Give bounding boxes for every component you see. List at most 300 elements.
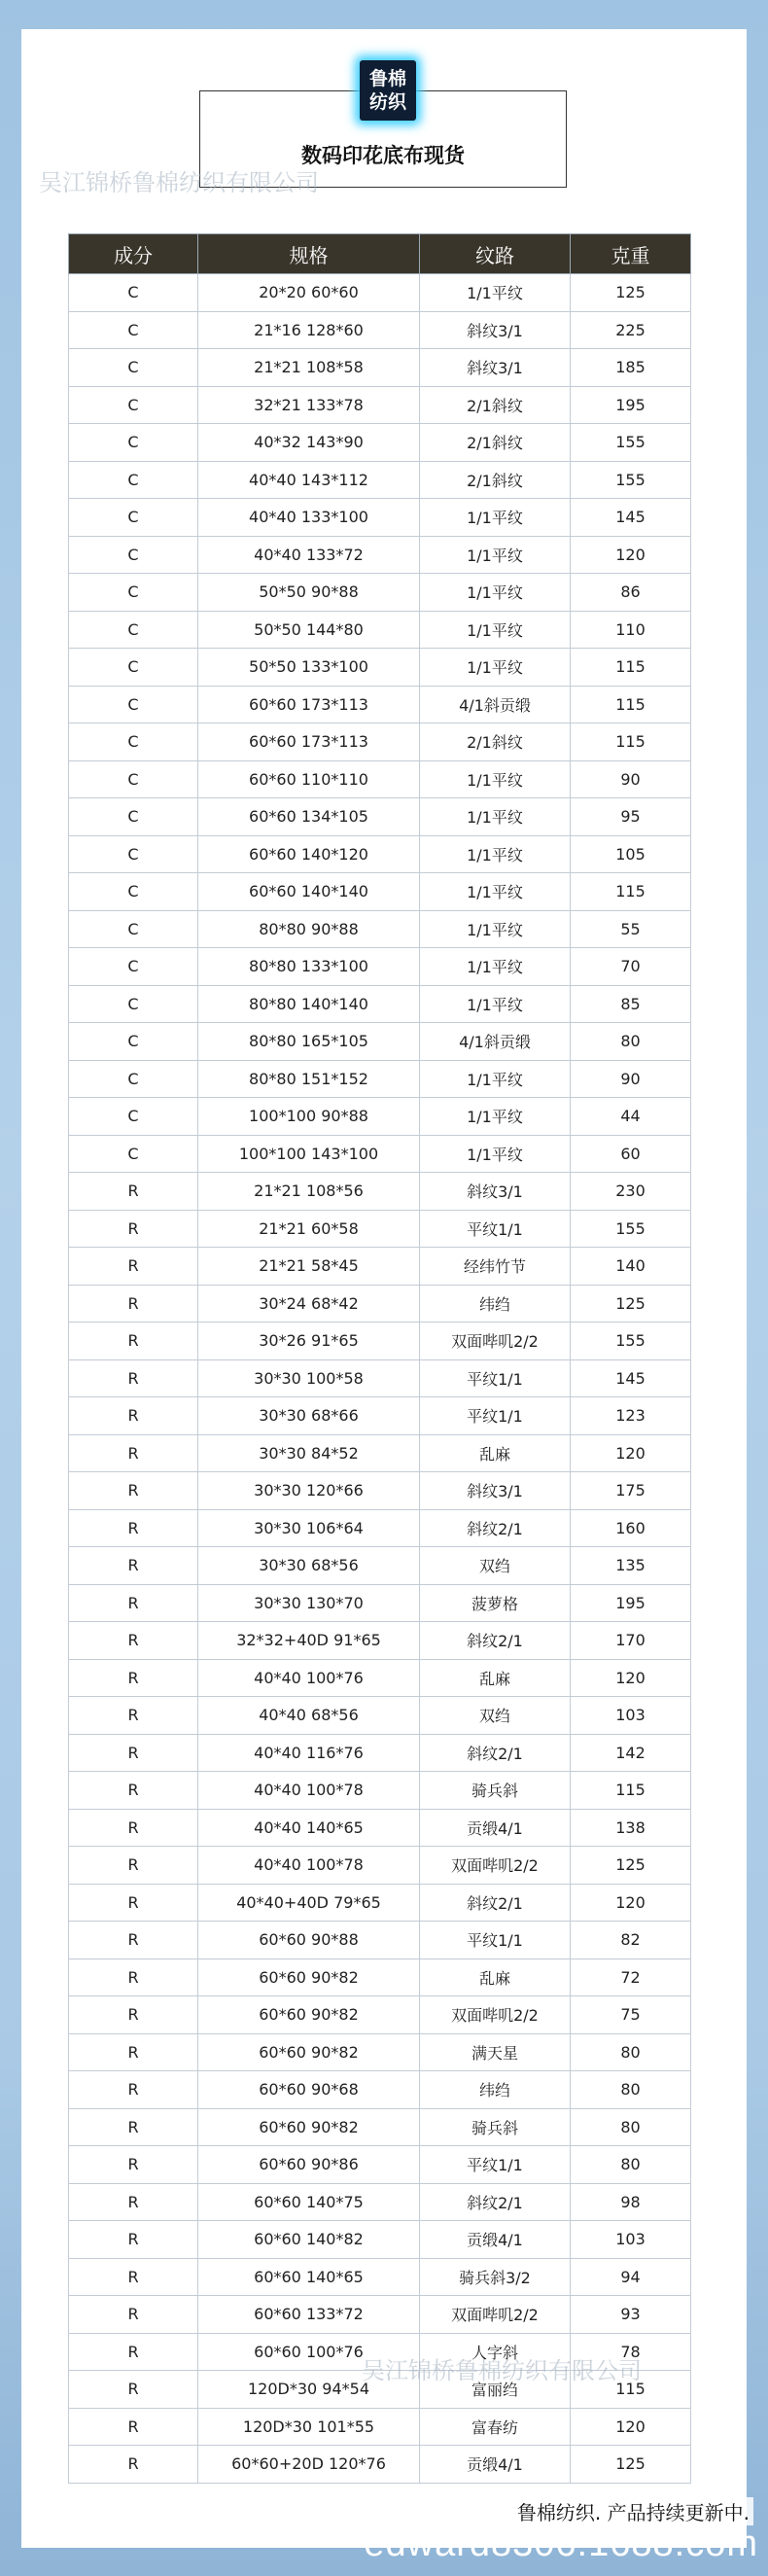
cell-weave: 1/1平纹: [420, 1060, 571, 1098]
cell-weight: 175: [571, 1472, 691, 1510]
table-row: [69, 1884, 691, 1922]
cell-weave: 纬绉: [420, 1285, 571, 1323]
cell-weave: 富春纺: [420, 2408, 571, 2446]
cell-weight: 125: [571, 1847, 691, 1885]
cell-composition: C: [69, 349, 198, 387]
cell-composition: C: [69, 1023, 198, 1061]
cell-weight: 225: [571, 311, 691, 349]
cell-weight: 72: [571, 1958, 691, 1996]
cell-weight: 44: [571, 1098, 691, 1136]
cell-spec: 80*80 165*105: [198, 1023, 420, 1061]
table-row: [69, 274, 691, 312]
cell-composition: R: [69, 1958, 198, 1996]
table-row: [69, 873, 691, 911]
cell-spec: 32*21 133*78: [198, 386, 420, 424]
cell-weight: 85: [571, 985, 691, 1023]
cell-composition: C: [69, 311, 198, 349]
cell-composition: R: [69, 2071, 198, 2109]
cell-weave: 双面哔叽2/2: [420, 1323, 571, 1360]
cell-weight: 195: [571, 386, 691, 424]
cell-weave: 4/1斜贡缎: [420, 686, 571, 723]
cell-spec: 60*60 140*120: [198, 835, 420, 873]
cell-composition: C: [69, 611, 198, 649]
cell-weight: 115: [571, 1772, 691, 1810]
cell-composition: R: [69, 1547, 198, 1585]
table-row: [69, 386, 691, 424]
cell-weave: 斜纹2/1: [420, 1884, 571, 1922]
cell-weight: 160: [571, 1509, 691, 1547]
cell-composition: C: [69, 835, 198, 873]
page-title: 数码印花底布现货: [301, 144, 465, 167]
cell-weave: 1/1平纹: [420, 760, 571, 798]
cell-composition: C: [69, 723, 198, 761]
footer-url: edward8306.1688.com: [364, 2523, 758, 2564]
cell-weave: 1/1平纹: [420, 649, 571, 687]
table-row: [69, 1023, 691, 1061]
cell-spec: 40*40 100*78: [198, 1772, 420, 1810]
cell-weight: 125: [571, 1285, 691, 1323]
cell-weight: 195: [571, 1584, 691, 1622]
cell-weave: 双面哔叽2/2: [420, 1996, 571, 2034]
cell-spec: 100*100 143*100: [198, 1135, 420, 1173]
table-row: [69, 2146, 691, 2184]
cell-composition: R: [69, 1996, 198, 2034]
cell-weight: 115: [571, 686, 691, 723]
table-row: [69, 461, 691, 499]
cell-composition: C: [69, 536, 198, 574]
cell-spec: 60*60 140*140: [198, 873, 420, 911]
cell-composition: R: [69, 1584, 198, 1622]
cell-weight: 105: [571, 835, 691, 873]
cell-composition: R: [69, 1734, 198, 1772]
table-row: [69, 2033, 691, 2071]
cell-spec: 21*21 108*58: [198, 349, 420, 387]
cell-composition: R: [69, 1509, 198, 1547]
table-row: [69, 2071, 691, 2109]
cell-weave: 贡缎4/1: [420, 2446, 571, 2484]
cell-weight: 155: [571, 1323, 691, 1360]
cell-weight: 155: [571, 424, 691, 462]
cell-weave: 1/1平纹: [420, 536, 571, 574]
cell-composition: R: [69, 2183, 198, 2221]
cell-spec: 60*60 110*110: [198, 760, 420, 798]
table-row: [69, 536, 691, 574]
footer-note: 鲁棉纺织. 产品持续更新中.: [513, 2497, 753, 2525]
cell-spec: 60*60 90*82: [198, 1958, 420, 1996]
cell-spec: 60*60 100*76: [198, 2333, 420, 2371]
watermark-bottom: 吴江锦桥鲁棉纺织有限公司: [362, 2357, 642, 2384]
cell-weight: 170: [571, 1622, 691, 1660]
cell-spec: 60*60 140*75: [198, 2183, 420, 2221]
table-row: [69, 1397, 691, 1435]
cell-spec: 40*40 116*76: [198, 1734, 420, 1772]
cell-weave: 4/1斜贡缎: [420, 1023, 571, 1061]
cell-composition: R: [69, 2258, 198, 2296]
cell-weave: 贡缎4/1: [420, 1809, 571, 1847]
cell-spec: 80*80 140*140: [198, 985, 420, 1023]
header-weave: 纹路: [420, 234, 571, 274]
table-row: [69, 686, 691, 723]
cell-weave: 1/1平纹: [420, 611, 571, 649]
cell-weight: 78: [571, 2333, 691, 2371]
cell-weave: 乱麻: [420, 1434, 571, 1472]
table-row: [69, 1359, 691, 1397]
table-row: [69, 349, 691, 387]
table-row: [69, 1060, 691, 1098]
cell-weight: 140: [571, 1248, 691, 1286]
cell-spec: 40*40 100*78: [198, 1847, 420, 1885]
table-row: [69, 1847, 691, 1885]
cell-weight: 95: [571, 798, 691, 836]
cell-weave: 1/1平纹: [420, 985, 571, 1023]
cell-composition: C: [69, 686, 198, 723]
table-row: [69, 1584, 691, 1622]
cell-weight: 55: [571, 910, 691, 948]
cell-weight: 230: [571, 1173, 691, 1211]
cell-weave: 斜纹3/1: [420, 349, 571, 387]
cell-weave: 贡缎4/1: [420, 2221, 571, 2259]
cell-spec: 60*60+20D 120*76: [198, 2446, 420, 2484]
table-body: [69, 274, 691, 2484]
cell-weave: 1/1平纹: [420, 798, 571, 836]
cell-weave: 1/1平纹: [420, 574, 571, 612]
cell-weave: 骑兵斜3/2: [420, 2258, 571, 2296]
cell-spec: 30*30 68*66: [198, 1397, 420, 1435]
cell-spec: 120D*30 94*54: [198, 2371, 420, 2409]
cell-composition: C: [69, 386, 198, 424]
cell-spec: 80*80 90*88: [198, 910, 420, 948]
table-header-row: [69, 234, 691, 274]
watermark-top: 吴江锦桥鲁棉纺织有限公司: [39, 169, 319, 196]
cell-spec: 60*60 140*82: [198, 2221, 420, 2259]
cell-composition: C: [69, 910, 198, 948]
cell-weave: 斜纹3/1: [420, 1472, 571, 1510]
cell-weight: 120: [571, 1659, 691, 1697]
table-row: [69, 611, 691, 649]
cell-spec: 40*32 143*90: [198, 424, 420, 462]
cell-composition: R: [69, 1659, 198, 1697]
table-row: [69, 1323, 691, 1360]
cell-weight: 115: [571, 723, 691, 761]
cell-composition: R: [69, 1323, 198, 1360]
table-row: [69, 1210, 691, 1248]
cell-composition: R: [69, 1434, 198, 1472]
cell-weave: 乱麻: [420, 1958, 571, 1996]
cell-weight: 145: [571, 499, 691, 537]
cell-weave: 1/1平纹: [420, 1135, 571, 1173]
cell-composition: C: [69, 274, 198, 312]
cell-weave: 平纹1/1: [420, 1397, 571, 1435]
cell-spec: 50*50 144*80: [198, 611, 420, 649]
cell-weave: 斜纹3/1: [420, 311, 571, 349]
table-row: [69, 1547, 691, 1585]
cell-weight: 142: [571, 1734, 691, 1772]
table-row: [69, 1697, 691, 1735]
table-row: [69, 1958, 691, 1996]
cell-composition: R: [69, 2146, 198, 2184]
cell-weight: 103: [571, 2221, 691, 2259]
cell-composition: C: [69, 985, 198, 1023]
cell-composition: R: [69, 2371, 198, 2409]
cell-weave: 1/1平纹: [420, 499, 571, 537]
cell-composition: C: [69, 649, 198, 687]
cell-spec: 40*40 100*76: [198, 1659, 420, 1697]
cell-composition: C: [69, 574, 198, 612]
cell-weight: 115: [571, 873, 691, 911]
cell-weave: 双绉: [420, 1547, 571, 1585]
cell-weight: 103: [571, 1697, 691, 1735]
cell-spec: 40*40 133*72: [198, 536, 420, 574]
cell-spec: 120D*30 101*55: [198, 2408, 420, 2446]
cell-composition: C: [69, 1098, 198, 1136]
cell-weight: 86: [571, 574, 691, 612]
logo-line2: 纺织: [368, 91, 406, 113]
cell-spec: 60*60 134*105: [198, 798, 420, 836]
cell-weight: 94: [571, 2258, 691, 2296]
cell-weight: 135: [571, 1547, 691, 1585]
cell-weight: 125: [571, 274, 691, 312]
table-row: [69, 311, 691, 349]
cell-spec: 30*30 84*52: [198, 1434, 420, 1472]
table-row: [69, 424, 691, 462]
cell-weave: 满天星: [420, 2033, 571, 2071]
table-row: [69, 1248, 691, 1286]
cell-composition: C: [69, 1135, 198, 1173]
cell-weight: 60: [571, 1135, 691, 1173]
cell-weight: 80: [571, 2033, 691, 2071]
cell-composition: R: [69, 2221, 198, 2259]
table-row: [69, 1135, 691, 1173]
cell-weight: 155: [571, 461, 691, 499]
cell-weight: 115: [571, 2371, 691, 2409]
cell-composition: C: [69, 798, 198, 836]
cell-spec: 21*21 60*58: [198, 1210, 420, 1248]
table-row: [69, 1434, 691, 1472]
cell-weight: 125: [571, 2446, 691, 2484]
cell-weave: 1/1平纹: [420, 873, 571, 911]
cell-weave: 1/1平纹: [420, 948, 571, 986]
cell-weave: 双面哔叽2/2: [420, 2296, 571, 2334]
cell-composition: R: [69, 2333, 198, 2371]
cell-composition: R: [69, 1622, 198, 1660]
cell-composition: R: [69, 1697, 198, 1735]
cell-composition: R: [69, 2296, 198, 2334]
cell-composition: C: [69, 760, 198, 798]
table-row: [69, 649, 691, 687]
cell-spec: 60*60 140*65: [198, 2258, 420, 2296]
table-row: [69, 1734, 691, 1772]
cell-weave: 平纹1/1: [420, 1210, 571, 1248]
table-row: [69, 2108, 691, 2146]
cell-spec: 21*21 108*56: [198, 1173, 420, 1211]
cell-composition: R: [69, 2408, 198, 2446]
header-composition: 成分: [69, 234, 198, 274]
cell-composition: R: [69, 2108, 198, 2146]
cell-weave: 人字斜: [420, 2333, 571, 2371]
cell-weave: 平纹1/1: [420, 1359, 571, 1397]
cell-weight: 75: [571, 1996, 691, 2034]
cell-weave: 经纬竹节: [420, 1248, 571, 1286]
cell-spec: 30*24 68*42: [198, 1285, 420, 1323]
cell-spec: 32*32+40D 91*65: [198, 1622, 420, 1660]
cell-weight: 80: [571, 2071, 691, 2109]
cell-composition: R: [69, 1922, 198, 1959]
cell-weave: 1/1平纹: [420, 1098, 571, 1136]
cell-weight: 80: [571, 1023, 691, 1061]
cell-composition: R: [69, 1248, 198, 1286]
cell-weave: 菠萝格: [420, 1584, 571, 1622]
table-row: [69, 2183, 691, 2221]
cell-weave: 平纹1/1: [420, 1922, 571, 1959]
cell-spec: 50*50 133*100: [198, 649, 420, 687]
table-row: [69, 985, 691, 1023]
cell-weave: 1/1平纹: [420, 910, 571, 948]
table-row: [69, 2446, 691, 2484]
cell-weave: 斜纹2/1: [420, 2183, 571, 2221]
cell-weave: 1/1平纹: [420, 274, 571, 312]
cell-composition: R: [69, 2033, 198, 2071]
cell-weave: 1/1平纹: [420, 835, 571, 873]
table-row: [69, 1173, 691, 1211]
cell-weave: 2/1斜纹: [420, 386, 571, 424]
cell-spec: 60*60 90*82: [198, 2108, 420, 2146]
cell-spec: 60*60 90*82: [198, 1996, 420, 2034]
cell-weight: 185: [571, 349, 691, 387]
table-row: [69, 2296, 691, 2334]
cell-spec: 60*60 133*72: [198, 2296, 420, 2334]
cell-weight: 80: [571, 2146, 691, 2184]
cell-spec: 60*60 173*113: [198, 686, 420, 723]
cell-spec: 50*50 90*88: [198, 574, 420, 612]
cell-composition: R: [69, 1173, 198, 1211]
table-row: [69, 2408, 691, 2446]
cell-weight: 120: [571, 1434, 691, 1472]
brand-logo: [360, 60, 416, 121]
cell-spec: 60*60 90*68: [198, 2071, 420, 2109]
cell-spec: 40*40 140*65: [198, 1809, 420, 1847]
cell-weight: 110: [571, 611, 691, 649]
cell-spec: 30*30 68*56: [198, 1547, 420, 1585]
cell-composition: R: [69, 1397, 198, 1435]
cell-spec: 21*16 128*60: [198, 311, 420, 349]
cell-weight: 90: [571, 1060, 691, 1098]
cell-spec: 30*30 120*66: [198, 1472, 420, 1510]
table-row: [69, 910, 691, 948]
cell-spec: 100*100 90*88: [198, 1098, 420, 1136]
cell-weight: 120: [571, 536, 691, 574]
cell-composition: C: [69, 499, 198, 537]
cell-weight: 120: [571, 2408, 691, 2446]
cell-spec: 30*30 130*70: [198, 1584, 420, 1622]
cell-spec: 60*60 90*88: [198, 1922, 420, 1959]
cell-weight: 90: [571, 760, 691, 798]
cell-weight: 98: [571, 2183, 691, 2221]
cell-weight: 93: [571, 2296, 691, 2334]
table-row: [69, 1659, 691, 1697]
cell-weave: 斜纹2/1: [420, 1622, 571, 1660]
cell-weave: 骑兵斜: [420, 1772, 571, 1810]
table-row: [69, 2221, 691, 2259]
table-row: [69, 2258, 691, 2296]
table-row: [69, 948, 691, 986]
cell-spec: 30*26 91*65: [198, 1323, 420, 1360]
cell-weave: 乱麻: [420, 1659, 571, 1697]
cell-spec: 40*40+40D 79*65: [198, 1884, 420, 1922]
cell-spec: 40*40 143*112: [198, 461, 420, 499]
table-row: [69, 574, 691, 612]
table-row: [69, 1622, 691, 1660]
cell-spec: 80*80 151*152: [198, 1060, 420, 1098]
cell-weight: 123: [571, 1397, 691, 1435]
table-row: [69, 1809, 691, 1847]
cell-spec: 60*60 90*82: [198, 2033, 420, 2071]
cell-weight: 155: [571, 1210, 691, 1248]
cell-weight: 145: [571, 1359, 691, 1397]
cell-weight: 138: [571, 1809, 691, 1847]
cell-composition: R: [69, 1359, 198, 1397]
table-row: [69, 835, 691, 873]
cell-weave: 2/1斜纹: [420, 723, 571, 761]
cell-spec: 40*40 133*100: [198, 499, 420, 537]
logo-line1: 鲁棉: [368, 68, 406, 89]
table-row: [69, 1509, 691, 1547]
cell-weave: 双面哔叽2/2: [420, 1847, 571, 1885]
cell-weave: 2/1斜纹: [420, 461, 571, 499]
cell-composition: R: [69, 2446, 198, 2484]
cell-weave: 2/1斜纹: [420, 424, 571, 462]
table-row: [69, 760, 691, 798]
cell-composition: R: [69, 1210, 198, 1248]
cell-weight: 82: [571, 1922, 691, 1959]
table-row: [69, 499, 691, 537]
table-row: [69, 1472, 691, 1510]
cell-composition: R: [69, 1472, 198, 1510]
table-row: [69, 1772, 691, 1810]
cell-spec: 30*30 106*64: [198, 1509, 420, 1547]
spec-table: [68, 233, 691, 2484]
cell-spec: 20*20 60*60: [198, 274, 420, 312]
cell-spec: 60*60 90*86: [198, 2146, 420, 2184]
cell-weave: 纬绉: [420, 2071, 571, 2109]
cell-weave: 富丽绉: [420, 2371, 571, 2409]
cell-weave: 平纹1/1: [420, 2146, 571, 2184]
cell-spec: 30*30 100*58: [198, 1359, 420, 1397]
cell-weave: 骑兵斜: [420, 2108, 571, 2146]
cell-spec: 21*21 58*45: [198, 1248, 420, 1286]
cell-weave: 斜纹3/1: [420, 1173, 571, 1211]
cell-composition: R: [69, 1884, 198, 1922]
table-row: [69, 723, 691, 761]
table-row: [69, 798, 691, 836]
cell-weave: 斜纹2/1: [420, 1509, 571, 1547]
cell-composition: C: [69, 948, 198, 986]
cell-spec: 40*40 68*56: [198, 1697, 420, 1735]
cell-weight: 120: [571, 1884, 691, 1922]
cell-composition: R: [69, 1285, 198, 1323]
cell-weave: 斜纹2/1: [420, 1734, 571, 1772]
header-spec: 规格: [198, 234, 420, 274]
table-row: [69, 1996, 691, 2034]
cell-weight: 80: [571, 2108, 691, 2146]
table-row: [69, 1285, 691, 1323]
cell-composition: R: [69, 1772, 198, 1810]
header-weight: 克重: [571, 234, 691, 274]
cell-spec: 60*60 173*113: [198, 723, 420, 761]
cell-spec: 80*80 133*100: [198, 948, 420, 986]
cell-weight: 115: [571, 649, 691, 687]
table-row: [69, 1098, 691, 1136]
cell-composition: C: [69, 461, 198, 499]
